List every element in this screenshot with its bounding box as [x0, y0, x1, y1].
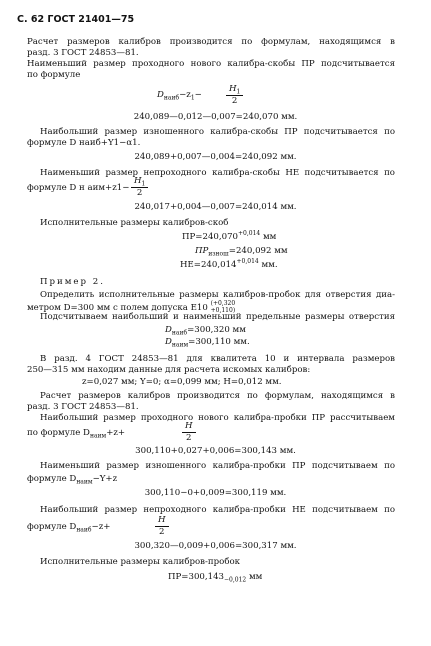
text-line: формуле $D_{наим}-Y+z$ [27, 474, 118, 486]
calc-line: 240,089+0,007—0,004=240,092 мм. [134, 152, 297, 162]
fraction-h1-2: $\frac{H_1}{2}$ [131, 176, 148, 199]
text-line: формуле D н аим+z1− [27, 183, 130, 193]
text-line: Исполнительные размеры калибров-пробок [40, 557, 241, 567]
text-line: разд. 3 ГОСТ 24853—81. [27, 48, 139, 58]
d-max: $D_{наиб}=300,320$ мм [165, 325, 246, 337]
text-line: метром D=300 мм с полем допуска E10 (+0,320 +0,110) [27, 300, 236, 314]
text-line: формуле D наиб+Y1−α1. [27, 138, 141, 148]
text-line: Наибольший размер изношенного калибра-скобы ПР подсчитывается по [40, 127, 395, 137]
text-line: Определить исполнительные размеры калибров-пробок для отверстия диа- [40, 290, 395, 300]
fraction-h-2: $\frac{H}{2}$ [182, 421, 196, 444]
example-heading: Пример 2. [40, 277, 105, 287]
text-line: В разд. 4 ГОСТ 24853—81 для квалитета 10 и интервала размеров [40, 354, 395, 364]
text-line: Расчет размеров калибров производится по формулам, находящимся в [27, 37, 395, 47]
tolerance-field: (+0,320 +0,110) [210, 300, 236, 314]
text-line: Наименьший размер непроходного калибра-скобы НЕ подсчитывается по [40, 168, 395, 178]
text-line: Подсчитываем наибольший и наименьший предельные размеры отверстия [40, 312, 395, 322]
text-line: Наименьший размер проходного нового калибра-скобы ПР подсчитывается [27, 59, 395, 69]
formula-1: $D_{наиб}-z_1-$ [157, 90, 202, 102]
text-line: Расчет размеров калибров производится по формулам, находящимся в [40, 391, 395, 401]
d-min: $D_{наим}=300,110$ мм. [165, 337, 250, 349]
text-line: 250—315 мм находим данные для расчета искомых калибров: [27, 365, 311, 375]
exec-size-pr: $ПР=240,070^{+0,014}$ мм [182, 230, 277, 242]
fraction-h-2: $\frac{H}{2}$ [155, 515, 169, 538]
calc-line: 240,089—0,012—0,007=240,070 мм. [133, 112, 298, 122]
exec-size-plug-pr: $ПР=300,143_{-0,012}$ мм [168, 572, 263, 584]
calc-line: 300,320—0,009+0,006=300,317 мм. [134, 541, 297, 551]
text-line: формуле $D_{наиб}-z+$ [27, 522, 111, 534]
text-line: по формуле [27, 70, 81, 80]
calc-line: 240,017+0,004—0,007=240,014 мм. [134, 202, 297, 212]
text-line: Наибольший размер проходного нового калибра-пробки ПР рассчитываем [40, 413, 395, 423]
exec-size-ne: $НЕ=240,014^{+0,014}$ мм. [180, 258, 278, 270]
text-line: Наименьший размер изношенного калибра-пробки ПР подсчитываем по [40, 461, 395, 471]
text-line: разд. 3 ГОСТ 24853—81. [27, 402, 139, 412]
text-line: по формуле $D_{наим}+z+$ [27, 428, 126, 440]
params-line: z=0,027 мм; Y=0; α=0,099 мм; H=0,012 мм. [82, 377, 282, 387]
text-line: Исполнительные размеры калибров-скоб [40, 218, 229, 228]
fraction-h1-2: $\frac{H_1}{2}$ [226, 84, 243, 107]
calc-line: 300,110+0,027+0,006=300,143 мм. [135, 446, 296, 456]
page-header: С. 62 ГОСТ 21401—75 [17, 14, 135, 25]
text-line: Наибольший размер непроходного калибра-пробки НЕ подсчитываем по [40, 505, 395, 515]
calc-line: 300,110−0+0,009=300,119 мм. [144, 488, 287, 498]
exec-size-pr-worn: $ПР_{изнош}=240,092$ мм [195, 246, 288, 258]
